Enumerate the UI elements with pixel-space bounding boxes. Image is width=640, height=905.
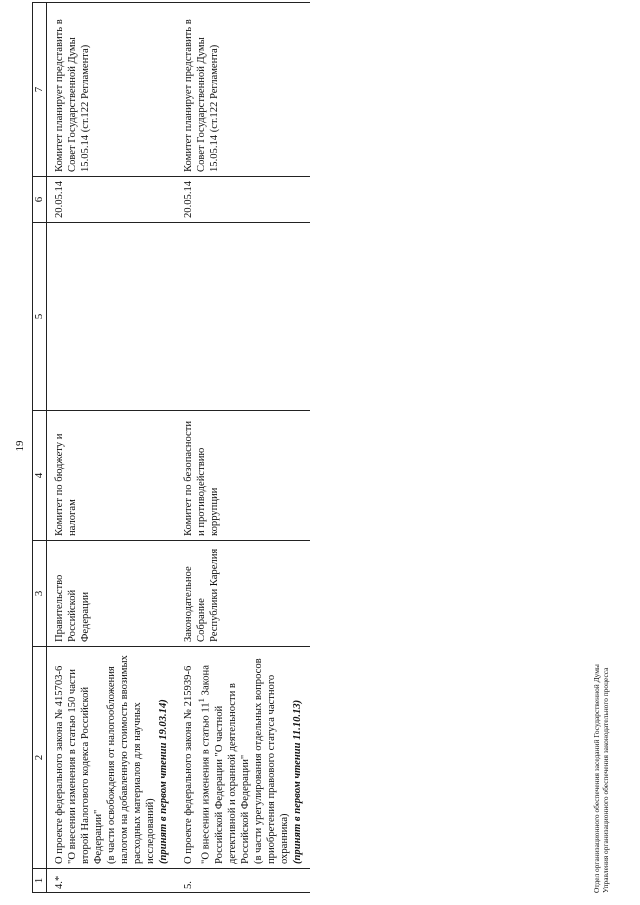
remark: Комитет планирует представить в Совет Государственной Думы 15.05.14 (ст.122 Регламента)	[47, 3, 177, 177]
column-header-1: 1	[33, 869, 47, 893]
bill-scope: (в части освобождения от налогообложения налогом на добавленную стоимость ввозимых расходных материалов для научных исследований)	[106, 655, 156, 864]
row-number: 5.	[176, 869, 310, 893]
column-header-2: 2	[33, 647, 47, 869]
column-header-row	[33, 3, 47, 893]
footer	[592, 664, 610, 893]
initiator: Правительство Российской Федерации	[47, 541, 177, 647]
bill-reading-note: (принят в первом чтении 19.03.14)	[158, 699, 169, 864]
footer-line-2: Управления организационного обеспечения законодательного процесса	[601, 667, 610, 893]
table-row	[176, 3, 310, 893]
remark: Комитет планирует представить в Совет Государственной Думы 15.05.14 (ст.122 Регламента)	[176, 3, 310, 177]
bill-law-name: "О внесении изменения в статью 150 части второй Налогового кодекса Российской Федерации"	[67, 669, 104, 864]
bill-title: О проекте федерального закона № 215939-6	[183, 665, 194, 864]
date: 20.05.14	[176, 177, 310, 223]
bill-law-name-start: "О внесении изменения в статью 11	[200, 702, 212, 864]
column-header-5: 5	[33, 223, 47, 411]
bill-description	[47, 647, 177, 869]
date: 20.05.14	[47, 177, 177, 223]
bill-title: О проекте федерального закона № 415703-6	[54, 665, 65, 864]
bill-law-name-end: Закона Российской Федерации "О частной детективной и охранной деятельности в Российской Федерации"	[200, 665, 251, 864]
table-row	[47, 3, 177, 893]
agenda-table	[32, 2, 310, 893]
committee: Комитет по бюджету и налогам	[47, 411, 177, 541]
footer-line-1: Отдел организационного обеспечения заседаний Государственной Думы	[592, 664, 601, 893]
column-5-cell	[47, 223, 177, 411]
column-header-3: 3	[33, 541, 47, 647]
article-superscript: 1	[196, 698, 206, 703]
bill-scope: (в части урегулирования отдельных вопросов приобретения правового статуса частного охранника)	[252, 658, 290, 864]
column-5-cell	[176, 223, 310, 411]
column-header-6: 6	[33, 177, 47, 223]
initiator: Законодательное Собрание Республики Карелия	[176, 541, 310, 647]
column-header-4: 4	[33, 411, 47, 541]
page-number: 19	[14, 440, 26, 452]
bill-description	[176, 647, 310, 869]
committee: Комитет по безопасности и противодействию коррупции	[176, 411, 310, 541]
row-number: 4.*	[47, 869, 177, 893]
bill-reading-note: (принят в первом чтении 11.10.13)	[291, 699, 303, 864]
column-header-7: 7	[33, 3, 47, 177]
bill-law-name	[195, 650, 252, 864]
